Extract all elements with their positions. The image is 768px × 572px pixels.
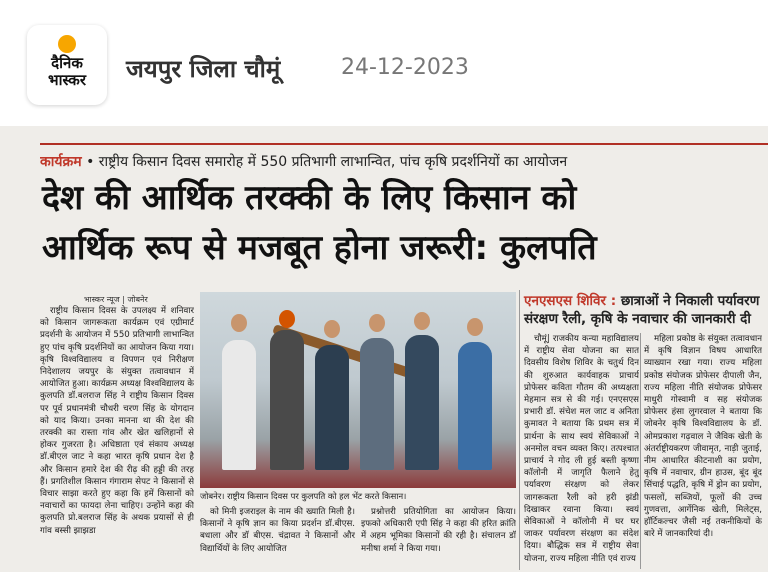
person-head [467,318,483,336]
sidebar-column-1-text: चौमूं| राजकीय कन्या महाविद्यालय में राष्ट्रीय सेवा योजना का सात दिवसीय विशेष शिविर के चतुर्थ दिन की शुरुआत कार्यवाहक प्राचार्य प्रोफेसर कविता गौतम की अध्यक्षता मेहमान सत्र से की गई। एनएसएस प्रभारी डॉ. संचेश मल जाट व अनिता कुमावत ने बताया कि प्रथम सत्र में प्रार्थना के साथ स्वयं सेविकाओं ने अनमोल वचन व्यक्त किए। तत्पश्चात प्राचार्य ने गोद ली हुई बस्ती कृष्णा कॉलोनी में जागृति फैलाने हेतु पर्यावरण संरक्षण को लेकर जागरूकता रैली को हरी झंडी दिखाकर रवाना किया। स्वयं सेविकाओं ने कॉलोनी में घर घर जाकर पर्यावरण संरक्षण का संदेश दिया। बौद्धिक सत्र में राष्ट्रीय सेवा योजना, राज्य महिला नीति एवं राज्य [524,334,639,564]
news-photo [200,292,516,488]
logo-line1: दैनिक [51,54,83,72]
sidebar-headline [524,292,764,328]
person-head [231,314,247,332]
sidebar-kicker-tag: एनएसएस शिविर : [524,293,617,309]
person-head [414,312,430,330]
kicker-tag: कार्यक्रम [40,154,82,170]
headline-line1: देश की आर्थिक तरक्की के लिए किसान को [42,178,577,218]
article-column-2 [200,506,355,568]
article-column-3 [361,506,516,568]
kicker-bullet: • [86,154,99,170]
headline-line2: आर्थिक रूप से मजबूत होना जरूरी: कुलपति [42,228,597,268]
column-divider [640,333,641,569]
person-figure [405,335,439,470]
article-column-1 [40,305,194,567]
person-head [369,314,385,332]
kicker-text: राष्ट्रीय किसान दिवस समारोह में 550 प्रतिभागी लाभान्वित, पांच कृषि प्रदर्शनियों का आयोजन [98,154,568,170]
person-turban [279,310,295,328]
sidebar-column-2 [644,333,762,569]
logo-line2: भास्कर [48,71,86,89]
person-figure [270,330,304,470]
newspaper-logo [27,25,107,105]
person-figure [360,338,394,470]
sun-icon [58,35,76,53]
sidebar-column-2-text: महिला प्रकोष्ठ के संयुक्त तत्वावधान में कृषि विज्ञान विषय आधारित व्याख्यान रखा गया। राज्य महिला प्रकोष्ठ संयोजक प्रोफेसर दीपाली जैन, राज्य महिला नीति संयोजक प्रोफेसर माधुरी गोस्वामी व सह संयोजक प्रोफेसर हंसा लुगरवाल ने बताया कि जोबनेर कृषि विश्वविद्यालय के डॉ. ओमप्रकाश गढ़वाल ने जैविक खेती के अंतर्राष्ट्रीयकरण जीवामृत, नाड़ी जुताई, नीम आधारित कीटनाशी का प्रयोग, कृषि में नवाचार, ग्रीन हाउस, बूंद बूंद सिंचाई पद्धति, कृषि में ड्रोन का प्रयोग, फसलों, सब्जियों, फूलों की उच्च गुणवत्ता, आर्गेनिक खेती, मिलेट्स, हॉर्टिकल्चर जैसी नई तकनीकियों के बारे में जानकारियां दी। [644,334,762,540]
edition-city: जयपुर जिला चौमूं [126,55,281,83]
column-divider [519,290,520,570]
byline: भास्कर न्यूज | जोबनेर [84,295,148,304]
sidebar-headline-text: छात्राओं ने निकाली पर्यावरण संरक्षण रैली, कृषि के नवाचार की जानकारी दी [524,293,760,327]
person-figure [222,340,256,470]
column-3-text: प्रश्नोत्तरी प्रतियोगिता का आयोजन किया। इफको अधिकारी एपी सिंह ने कहा की हरित क्रांति में अहम भूमिका किसानों की रही है। संचालन डॉ मनीषा शर्मा ने किया गया। [361,507,516,554]
person-figure [458,342,492,470]
source-header [0,0,768,120]
photo-caption: जोबनेर। राष्ट्रीय किसान दिवस पर कुलपति को हल भेंट करते किसान। [200,491,407,501]
section-rule [40,143,768,145]
edition-date: 24-12-2023 [341,55,469,80]
sidebar-column-1 [524,333,639,569]
article-kicker [40,151,768,173]
column-1-text: राष्ट्रीय किसान दिवस के उपलक्ष्य में शनिवार को किसान जागरूकता कार्यक्रम एवं एग्रीमार्ट प्रदर्शनी के आयोजन में 550 प्रतिभागी लाभान्वित हुए पांच कृषि प्रदर्शनियों का आयोजन किया गया। कृषि विश्वविद्यालय व विपणन एवं निरीक्षण निदेशालय जयपुर के संयुक्त तत्वावधान में आयोजित हुआ। कार्यक्रम अध्यक्ष विश्वविद्यालय के कुलपति डॉ.बलराज सिंह ने राष्ट्रीय किसान दिवस पर पूर्व प्रधानमंत्री चौधरी चरण सिंह के योगदान को याद किया। उनका मानना था की देश की तरक्की का रास्ता गांव और खेत खलिहानों से होकर गुजरता है। अधिष्ठाता एवं संकाय अध्यक्ष डॉ.बीएल जाट ने कहा भारत कृषि प्रधान देश है और किसान हमारे देश की रीढ़ की हड्डी की तरह हैं। प्रगतिशील किसान गंगाराम सेपट ने किसानों से विचार साझा करते हुए कहा कि हमें किसानों को नवाचारों का फायदा लेना चाहिए। उन्होंने कहा की कुलपति प्रो.बलराज सिंह के अथक प्रयासों से ही गांव बस्सी झाझडा [40,306,194,536]
person-figure [315,345,349,470]
person-head [324,320,340,338]
column-2-text: को मिनी इजराइल के नाम की ख्याति मिली है। किसानों ने कृषि ज्ञान का किया प्रदर्शन डॉ.बीएस. बधाला और डॉ बीएस. चंद्रावत ने किसानों और विद्यार्थियों के लिए आयोजित [200,507,355,554]
